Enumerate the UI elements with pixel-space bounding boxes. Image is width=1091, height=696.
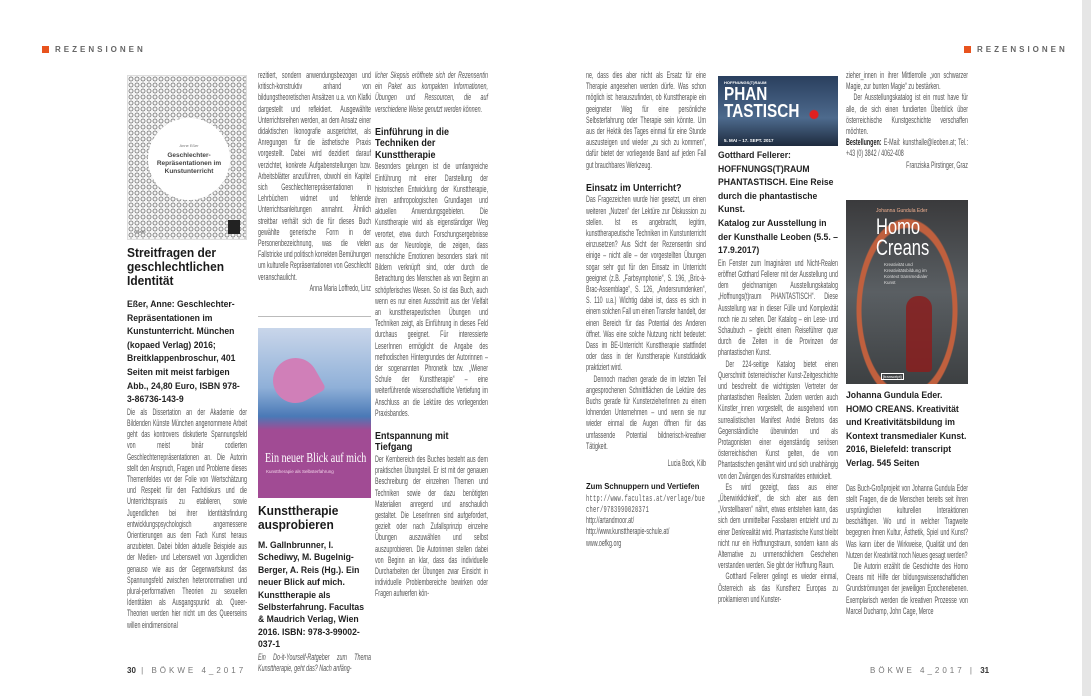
review-body [586, 194, 706, 469]
cover-title: Ein neuer Blick auf mich [265, 451, 367, 466]
cover-authors-small [266, 438, 267, 443]
review-body [258, 70, 371, 294]
paragraph: Der Kernbereich des Buches besteht aus dem praktischen Übungsteil. Er ist mit der genauen Beschreibung der einzelnen Themen und Techniken sowie der dazu benötigten Materialien anregend und anschaulich gestaltet. Die LeserInnen sind aufgefordert, gezielt oder nach Zufallsprinzip einzelne Übungen auszuwählen und selbst auszuprobieren. Die Autorinnen stellen dabei von Beginn an klar, dass das individuelle Durcharbeiten der Übungen zwar Einsicht in individuelle Problembereiche bewirken oder Fragen aufwerfen kön- [375, 453, 488, 600]
paragraph: zieher_innen in ihrer Mittlerrolle „von schwarzer Magie, zur bunten Magie“ zu bestärken. [846, 70, 968, 93]
paragraph: Besonders gelungen ist die umfangreiche Einführung mit einer Darstellung der historischen Entwicklung der Kunsttherapie, ihren anthropologischen Grundlagen und aktuellen Anwendungsgebieten. Die Kunsttherapie wird als eigenständiger Weg verortet, etwa durch Forschungsergebnisse aus der Neurologie, die zeigen, dass menschliche Emotionen besonders stark mit Bildern verknüpft sind, oder durch die Betrachtung des Menschen als von Beginn an schöpferisches Wesen. So ist das Buch, auch wenn es nur einen Ausschnitt aus der Vielfalt an kunsttherapeutischen Übungen und Techniken zeigt, als Einführung in dieses Feld durchaus geeignet. Für interessierte LeserInnen ermöglicht die Angabe des methodischen Hintergrundes der Autorinnen – der sogenannten Phronetik bzw. „Wiener Schule der Kunsttherapie“ – eine weiterführende wissenschaftliche Vertiefung im Anschluss an die Lektüre des vorliegenden Praxisbandes. [375, 161, 488, 419]
column-4 [586, 70, 706, 549]
paragraph: Dennoch machen gerade die im letzten Teil angesprochenen Schnittflächen die Lektüre des Buchs gerade für KunsterzieherInnen zu einem lohnenden Unternehmen – und wenn sie nur wieder einmal die Augen öffnen für das umfassende Potential bildnerisch-kreativer Tätigkeit. [586, 373, 706, 452]
paragraph: Das Buch-Großprojekt von Johanna Gundula Eder stellt Fragen, die die Menschen bereits seit ihren ursprünglichen kulturellen Interaktionen beschäftigen. Wo und in welcher Tragweite begegnen ihnen Kultur, Ästhetik, Spiel und Kunst? Was kann über die Wirkweise, Qualität und den Nutzen der Kreativität noch Neues gesagt werden? [846, 482, 968, 561]
subheading: Entspannung mit Tiefgang [375, 430, 449, 454]
review-body [375, 161, 488, 419]
review-body [586, 70, 706, 171]
cover-title: Geschlechter-Repräsentationen im Kunstunterricht [156, 151, 222, 175]
review-body [846, 70, 968, 171]
paragraph: Der 224-seitige Katalog bietet einen Querschnitt österreichischer Kunst-Zeitgeschichte und beschreibt die wichtigsten Vertreter der phantastischen Realisten. Zudem werden auch Künstler_innen vorgestellt, die ausgehend vom surrealistischen Manifest André Bretons das Gegenständliche überwinden und als Protagonisten einer eigenständig seriösen österreichischen Kunst gelten, die vom Phantastischen genährt wird und sich unabhängig von den Zwängen des Kunstmarktes entwickelt. [718, 358, 838, 482]
bibliography: Eßer, Anne: Geschlechter-Repräsentationen im Kunstunterricht. München (kopaed Verlag) 2016; Breitklappenbroschur, 401 Seiten mit meist farbigen Abb., 24,80 Euro, ISBN 978-3-86736-143-9 [127, 299, 240, 406]
links-heading: Zum Schnuppern und Vertiefen [586, 481, 700, 492]
paragraph: Gotthard Fellerer gelingt es wieder einmal, Österreich als das Kunstherz Europas zu proklamieren und Kunster- [718, 571, 838, 605]
column-6-lower [846, 200, 968, 617]
paragraph: ne, dass dies aber nicht als Ersatz für eine Therapie angesehen werden dürfe. Was schon möglich ist: herauszufinden, ob Kunsttherapie ein geeigneter Weg für eine persönliche Selbsterfahrung oder Therapie sein könnte. Um aus der Hektik des Tages einmal für eine Stunde auszusteigen und wieder „zu sich zu kommen“, dafür bietet der vorliegende Band auf jeden Fall gut brauchbares Werkzeug. [586, 70, 706, 171]
footer-right: BÖKWE 4_2017 | 31 [870, 666, 990, 675]
paragraph: Der Ausstellungskatalog ist ein must have für alle, die sich einen fundierten Überblick über österreichische Kunstgeschichte verschaffen möchten. [846, 92, 968, 138]
cover-kicker: HOFFNUNGS(T)RAUM [724, 80, 767, 85]
cover-author: Anne Eßer [179, 142, 199, 148]
cover-title [876, 216, 929, 258]
paragraph: Die Autorin erzählt die Geschichte des Homo Creans mit Hilfe der bildungswissenschaftlichen Grundströmungen der jeweiligen Epochenebenen. Exemplarisch werden die kreativen Prozesse von Marcel Duchamp, John Cage, Merce [846, 560, 968, 617]
page-number: 31 [980, 666, 990, 675]
order-contact: E-Mail: kunsthalle@leoben.at; Tel.: +43 (0) 3842 / 4062-408 [846, 137, 968, 160]
link-facultas[interactable]: http://www.facultas.at/verlage/buecher/9783990020371 [586, 492, 706, 515]
section-label: REZENSIONEN [55, 45, 146, 54]
paragraph: Ein Do-it-Yourself-Ratgeber zum Thema Kunsttherapie, geht das? Nach anfäng- [258, 651, 371, 674]
review-body [846, 483, 968, 617]
cover-subtitle: Kreativität und Kreativitätsbildung im Kontext transmedialer Kunst [884, 262, 928, 285]
section-label: REZENSIONEN [977, 45, 1068, 54]
cover-flower-image [265, 350, 326, 411]
review-signature: Anna Maria Loffredo, Linz [309, 282, 371, 294]
column-5 [718, 76, 838, 605]
cover-author: Johanna Gundula Eder [876, 208, 928, 214]
paragraph: Ein Fenster zum Imaginären und Nicht-Realen eröffnet Gotthard Fellerer mit der Ausstellung und dem gleichnamigen Ausstellungskatalog „Hoffnungs(t)raum PHANTASTISCH“. Diese Ausstellung war in dieser Fülle und Komplexität noch nie zu sehen. Der Katalog – ein Lese- und Schaubuch – gleicht einem Reiseführer quer durch die Zeiten in die Provinzen der phantastischen Kunst. [718, 257, 838, 359]
section-header-left [42, 45, 146, 54]
bibliography: Johanna Gundula Eder. HOMO CREANS. Kreativität und Kreativitätsbildung im Kontext transmedialer Kunst. 2016, Bielefeld: transcript Verlag. 545 Seiten [846, 390, 967, 469]
cover-title-line: TASTISCH [724, 101, 800, 121]
review-body [718, 258, 838, 605]
catalog-cover-phantastisch [718, 76, 838, 146]
divider [258, 316, 371, 317]
footer-left: 30 | BÖKWE 4_2017 [127, 666, 247, 675]
accent-square-icon [42, 46, 49, 53]
review-signature: Lucia Bock, Kilb [667, 458, 706, 469]
cover-title-line: PHAN [724, 84, 768, 104]
book-cover-neuer-blick [258, 328, 371, 498]
book-cover-geschlechter [127, 75, 247, 240]
link-oefkg[interactable]: www.oefkg.org [586, 537, 622, 549]
column-1 [127, 75, 247, 631]
magazine-issue: BÖKWE 4_2017 [870, 666, 965, 675]
accent-square-icon [964, 46, 971, 53]
paragraph: rezitiert, sondern anwendungsbezogen und kritisch-konstruktiv anhand von bildungstheoretischen Ansätzen u.a. von Klafki dargestellt und reflektiert. Ausgewählte Unterrichtsreihen werden, an dem Ansatz einer didaktischen Ikonografie ausgerichtet, als Anregungen für die ästhetische Praxis vorgestellt. Dabei wird dezidiert darauf verzichtet, konkrete Aufgabenstellungen bzw. Arbeitsblätter anzuführen, obwohl ein Kapitel sich Geschlechterrepräsentationen in Lehrbüchern widmet und fehlende Unterrichtsanleitungen anmahnt. Ähnlich streitbar verhält sich die für dieses Buch gewählte generische Form in der Personenbezeichnung, was die vielen Fallstricke und politisch korrekten Bemühungen um kulturelle Repräsentationen von Geschlecht veranschaulicht. [258, 70, 371, 283]
viewer-edge [1082, 0, 1091, 696]
publisher-logo-icon [228, 220, 240, 234]
subheading: Einsatz im Unterricht? [586, 182, 682, 194]
paragraph: Das Fragezeichen wurde hier gesetzt, um einen weiteren „Nutzen“ der Lektüre zur Diskussion zu stellen. Ist es angebracht, legitim, kunsttherapeutische Techniken im Kunstunterricht einzusetzen? Aus Sicht der Rezensentin sind einige – nicht alle – der vorgestellten Übungen sogar sehr gut für den Einsatz im Unterricht geeignet (z.B. „Farbsymphonie“, S. 196, „Bric-à-Brac-Assemblage“, S. 126, „Andersrumdenken“, S. 110 u.a.) Wichtig dabei ist, dass es sich in einem solchen Fall um einen Transfer handelt, der einen Bereich für das Potential des Anderen öffnet. Was eine solche Nutzung nicht bedeutet: Dass im BE-Unterricht Kunsttherapie stattfindet oder dass in der Kunsttherapie Kunstdidaktik praktiziert wird. [586, 194, 706, 374]
cover-title [724, 86, 799, 120]
links-list [586, 493, 706, 549]
column-2 [258, 70, 371, 294]
link-artandmoor[interactable]: http://artandmoor.at/ [586, 515, 635, 527]
magazine-issue: BÖKWE 4_2017 [151, 666, 247, 675]
subheading: Einführung in die Techniken der Kunsttherapie [375, 126, 449, 161]
cover-publisher: [transcript] [883, 374, 902, 379]
paragraph: licher Skepsis eröffnete sich der Rezensentin ein Paket aus kompakten Informationen, Übungen und Ressourcen, die auf verschiedene Weise genutzt werden können. [375, 70, 488, 115]
page-number: 30 [127, 666, 136, 675]
order-label: Bestellungen: [846, 137, 882, 149]
cover-figure-image [906, 296, 932, 372]
cover-title-line: Homo [876, 214, 921, 239]
column-3 [375, 70, 488, 600]
cover-title-line: Creans [876, 235, 930, 260]
cover-subtitle: Kunsttherapie als Selbsterfahrung [266, 469, 334, 474]
review-signature: Franziska Pirstinger, Graz [906, 159, 968, 171]
paragraph: Es wird gezeigt, dass aus einer „Überwirklichkeit“, die sich aber aus dem „Vorstellbaren“ nährt, etwas entstehen kann, das sich dem unmittelbar Fassbaren entzieht und zu einer Denkrealität wird. Phantastische Kunst bleibt nicht nur ein Hoffnungstraum, sondern kann als Alternative zu unmenschlichem Geschehen verstanden werden. Sie gibt der Hoffnung Raum. [718, 481, 838, 572]
link-kunsttherapie-schule[interactable]: http://www.kunsttherapie-schule.at/ [586, 526, 670, 538]
review-body [375, 454, 488, 600]
bibliography-catalog: Katalog zur Ausstellung in der Kunsthalle Leoben (5.5. – 17.9.2017) [718, 217, 838, 257]
review-heading: Kunsttherapie ausprobieren [258, 503, 339, 532]
review-intro [258, 652, 371, 674]
cover-publisher: kopaed [134, 230, 146, 234]
paragraph: Die als Dissertation an der Akademie der Bildenden Künste München angenommene Arbeit geht das kontrovers diskutierte Spannungsfeld von meist binär codierten Geschlechterrepräsentationen an. Die Autorin stellt den Anspruch, Fragen und Probleme dieses Themenfeldes vor der Folie von Wertschätzung und Respekt für den Fachdiskurs und die Unterrichtspraxis zu etablieren, sowie Jugendlichen bei ihrer Identitätsfindung entwicklungspsychologisch angemessene Orientierungen aus dem Fach Kunst heraus anzubieten. Dabei bilden aktuelle Beispiele aus der Medien- und Lebenswelt von Jugendlichen genauso wie aus der Gegenwartskunst das Spannungsfeld zwischen heteronormativen und plural-performativen Theorien zu sexuellen Identitäten als Ausgangspunkt ab. Queer-Theorien werden hier nicht um des Queerseins willen eindimensional [127, 406, 247, 631]
section-header-right [964, 45, 1068, 54]
column-6 [846, 70, 968, 171]
bibliography: M. Gallnbrunner, I. Schediwy, M. Bugelnig-Berger, A. Reis (Hg.). Ein neuer Blick auf mich. Kunsttherapie als Selbsterfahrung. Facultas & Maudrich Verlag, Wien 2016. ISBN: 978-3-99002-037-1 [258, 540, 365, 651]
column-2-lower [258, 328, 371, 674]
book-cover-homo-creans [846, 200, 968, 384]
bibliography: Gotthard Fellerer: HOFFNUNGS(T)RAUM PHANTASTISCH. Eine Reise durch die phantastische Kunst. [718, 150, 834, 216]
review-body [127, 407, 247, 631]
review-intro [375, 70, 488, 115]
review-heading: Streitfragen der geschlechtlichen Identität [127, 245, 225, 288]
cover-dates: 5. MAI – 17. SEPT. 2017 [724, 138, 774, 143]
